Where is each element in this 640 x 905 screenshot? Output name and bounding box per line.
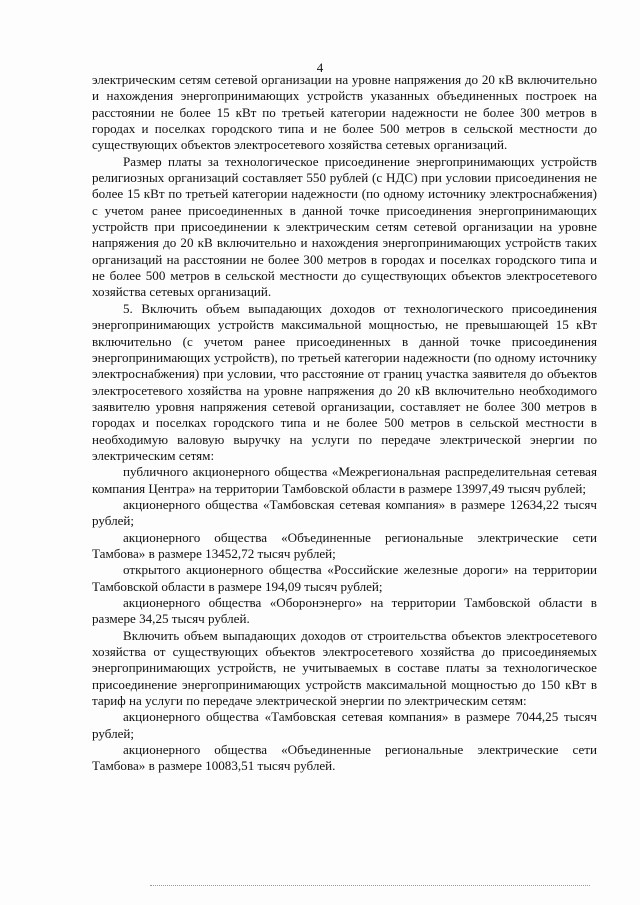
paragraph-religious-organizations-fee: Размер платы за технологическое присоединение энергопринимающих устройств религиозных организаций составляет 550 рублей (с НДС) при условии присоединения не более 15 кВт по третьей категории надежности (по одному источнику электроснабжения) с учетом ранее присоединенных в данной точке присоединения энергопринимающих устройств при присоединении к электрическим сетям сетевой организации на уровне напряжения до 20 кВ включительно и нахождения энергопринимающих устройств таких организаций на расстоянии не более 300 метров в городах и поселках городского типа и не более 500 метров в сельской местности до существующих объектов электросетевого хозяйства сетевых организаций. [92,153,597,300]
paragraph-construction-revenue: Включить объем выпадающих доходов от строительства объектов электросетевого хозяйства от существующих объектов электросетевого хозяйства до присоединяемых энергопринимающих устройств, не учитываемых в составе платы за технологическое присоединение энергопринимающих устройств максимальной мощностью до 150 кВт в тариф на услуги по передаче электрической энергии по электрическим сетям: [92,627,597,709]
page-number: 4 [316,60,324,75]
paragraph-oboronenergo: акционерного общества «Оборонэнерго» на территории Тамбовской области в размере 34,25 тысяч рублей. [92,595,597,627]
footer-divider [150,885,590,886]
paragraph-russian-railways: открытого акционерного общества «Российские железные дороги» на территории Тамбовской области в размере 194,09 тысяч рублей; [92,562,597,594]
paragraph-tambov-grid-company: акционерного общества «Тамбовская сетевая компания» в размере 12634,22 тысяч рублей; [92,496,597,529]
paragraph-united-regional-grids: акционерного общества «Объединенные региональные электрические сети Тамбова» в размере 13452,72 тысяч рублей; [92,529,597,561]
paragraph-item-5: 5. Включить объем выпадающих доходов от технологического присоединения энергопринимающих устройств максимальной мощностью, не превышающей 15 кВт включительно (с учетом ранее присоединенных в данной точке присоединения энергопринимающих устройств), по третьей категории надежности (по одному источнику электроснабжения) при условии, что расстояние от границ участка заявителя до объектов электросетевого хозяйства на уровне напряжения до 20 кВ включительно необходимого заявителю уровня напряжения сетевой организации, составляет не более 300 метров в городах и поселках городского типа и не более 500 метров в сельской местности в необходимую валовую выручку на услуги по передаче электрической энергии по электрическим сетям: [92,300,597,463]
paragraph-mrsk-centra: публичного акционерного общества «Межрегиональная распределительная сетевая компания Центра» на территории Тамбовской области в размере 13997,49 тысяч рублей; [92,464,597,496]
paragraph-united-regional-grids-2: акционерного общества «Объединенные региональные электрические сети Тамбова» в размере 10083,51 тысяч рублей. [92,742,597,774]
paragraph-continuation: электрическим сетям сетевой организации на уровне напряжения до 20 кВ включительно и нахождения энергопринимающих устройств указанных объединенных построек на расстоянии не более 15 кВт по третьей категории надежности не более 300 метров в городах и поселках городского типа и не более 500 метров в сельской местности до существующих объектов электросетевого хозяйства сетевых организаций. [92,72,597,153]
paragraph-tambov-grid-company-2: акционерного общества «Тамбовская сетевая компания» в размере 7044,25 тысяч рублей; [92,709,597,741]
document-body [92,72,597,775]
